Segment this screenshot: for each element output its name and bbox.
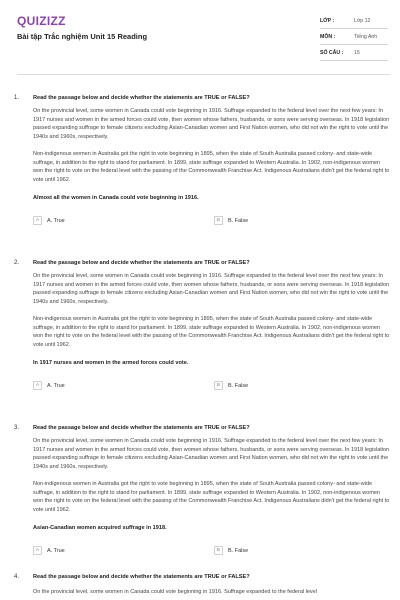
option-letter-box: A [33, 546, 42, 555]
passage-paragraph: On the provincial level, some women in Canada could vote beginning in 1916. Suffrage expanded to the federal level over the next few years: In 1917 nurses and women in the armed forces could vote, then women whose fathers, husbands, or sons were serving overseas. In 1918 legislation passed expanding suffrage to female citizens excluding Asian-Canadian women and First Nation women, who did not win the right to vote until the 1940s and 1960s, respectively. [33, 108, 390, 140]
answer-option-b[interactable] [214, 381, 248, 390]
passage-paragraph: Non-indigenous women in Australia got the right to vote beginning in 1895, when the state of South Australia passed colony- and state-wide suffrage, in addition to the right to stand for parliament. In 1899, state suffrage expanded to Western Australia. In 1902, non-indigenous women won the right to vote on the federal level with the passing of the Commonwealth Franchise Act. Indigenous Australians didn't get the federal right to vote until 1962. [33, 316, 390, 348]
header-divider [17, 74, 390, 75]
meta-row-subject [320, 29, 388, 45]
option-letter-box: B [214, 216, 223, 225]
meta-row-class [320, 13, 388, 29]
meta-value: Tiếng Anh [354, 33, 378, 40]
option-label: A. True [47, 217, 65, 224]
passage-paragraph: Non-indigenous women in Australia got the right to vote beginning in 1895, when the state of South Australia passed colony- and state-wide suffrage, in addition to the right to stand for parliament. In 1899, state suffrage expanded to Western Australia. In 1902, non-indigenous women won the right to vote on the federal level with the passing of the Commonwealth Franchise Act. Indigenous Australians didn't get the federal right to vote until 1962. [33, 481, 390, 513]
passage-paragraph: Non-indigenous women in Australia got the right to vote beginning in 1895, when the state of South Australia passed colony- and state-wide suffrage, in addition to the right to stand for parliament. In 1899, state suffrage expanded to Western Australia. In 1902, non-indigenous women won the right to vote on the federal level with the passing of the Commonwealth Franchise Act. Indigenous Australians didn't get the federal right to vote until 1962. [33, 151, 390, 183]
question-prompt: Read the passage below and decide whether the statements are TRUE or FALSE? [33, 260, 250, 266]
option-label: B. False [228, 382, 249, 389]
option-label: B. False [228, 547, 249, 554]
passage-paragraph: On the provincial level, some women in Canada could vote beginning in 1916. Suffrage expanded to the federal level [33, 589, 317, 595]
question-number: 4. [14, 574, 20, 580]
question-number: 2. [14, 260, 20, 266]
option-letter-box: A [33, 216, 42, 225]
question-prompt: Read the passage below and decide whether the statements are TRUE or FALSE? [33, 425, 250, 431]
answer-option-a[interactable] [33, 381, 65, 390]
question-prompt: Read the passage below and decide whether the statements are TRUE or FALSE? [33, 95, 250, 101]
worksheet-header [0, 0, 400, 70]
answer-option-b[interactable] [214, 216, 248, 225]
meta-value: Lớp 12 [354, 17, 371, 24]
option-letter-box: B [214, 381, 223, 390]
quizizz-logo: QUIZIZZ [17, 14, 66, 28]
meta-value: 15 [354, 49, 360, 56]
passage-paragraph: On the provincial level, some women in Canada could vote beginning in 1916. Suffrage expanded to the federal level over the next few years: In 1917 nurses and women in the armed forces could vote, then women whose fathers, husbands, or sons were serving overseas. In 1918 legislation passed expanding suffrage to female citizens excluding Asian-Canadian women and First Nation women, who did not win the right to vote until the 1940s and 1960s, respectively. [33, 438, 390, 470]
answer-option-b[interactable] [214, 546, 248, 555]
question-statement: Almost all the women in Canada could vote beginning in 1916. [33, 195, 199, 201]
question-statement: In 1917 nurses and women in the armed forces could vote. [33, 360, 189, 366]
question-statement: Asian-Canadian women acquired suffrage in 1918. [33, 525, 167, 531]
question-number: 1. [14, 95, 20, 101]
question-number: 3. [14, 425, 20, 431]
meta-label: MÔN : [320, 33, 336, 40]
meta-row-question-count [320, 45, 388, 61]
answer-option-a[interactable] [33, 216, 65, 225]
option-label: A. True [47, 547, 65, 554]
worksheet-title: Bài tập Trắc nghiệm Unit 15 Reading [17, 32, 148, 41]
option-letter-box: A [33, 381, 42, 390]
meta-label: LỚP : [320, 17, 335, 24]
option-label: A. True [47, 382, 65, 389]
meta-label: SỐ CÂU : [320, 49, 344, 56]
option-letter-box: B [214, 546, 223, 555]
question-prompt: Read the passage below and decide whether the statements are TRUE or FALSE? [33, 574, 250, 580]
passage-paragraph: On the provincial level, some women in Canada could vote beginning in 1916. Suffrage expanded to the federal level over the next few years: In 1917 nurses and women in the armed forces could vote, then women whose fathers, husbands, or sons were serving overseas. In 1918 legislation passed expanding suffrage to female citizens excluding Asian-Canadian women and First Nation women, who did not win the right to vote until the 1940s and 1960s, respectively. [33, 273, 390, 305]
answer-option-a[interactable] [33, 546, 65, 555]
option-label: B. False [228, 217, 249, 224]
worksheet-meta [320, 13, 388, 61]
